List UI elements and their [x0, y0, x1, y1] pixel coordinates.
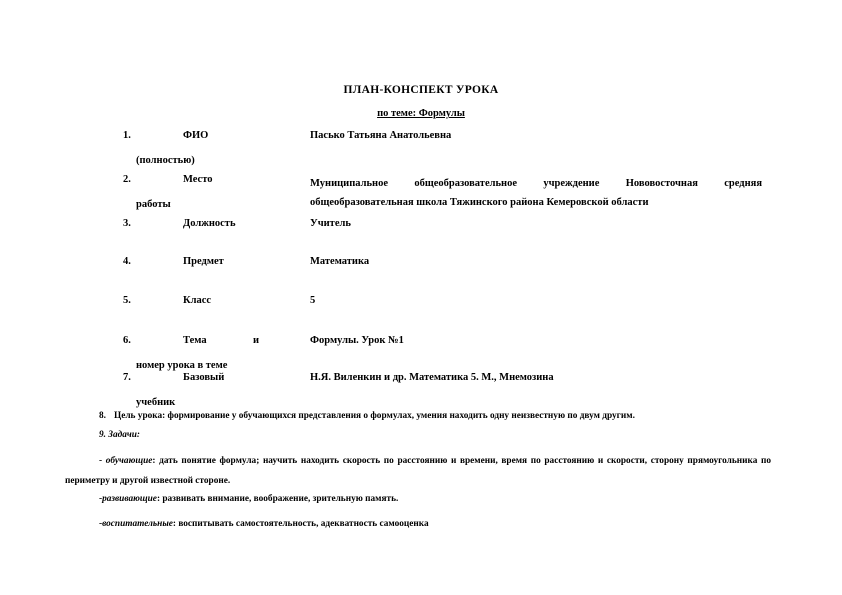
- task-text: : воспитывать самостоятельность, адекватность самооценка: [172, 519, 429, 529]
- row-label: Место: [183, 174, 213, 185]
- row-value: Формулы. Урок №1: [310, 335, 404, 346]
- row-label: ФИО: [183, 130, 209, 141]
- row-value: Муниципальное общеобразовательное учреждение Нововосточная средняя общеобразовательная школа Тяжинского района Кемеровской области: [310, 178, 762, 208]
- row-label: Должность: [183, 218, 236, 229]
- task-marker: -: [99, 494, 103, 504]
- lesson-goal-number: 8.: [99, 411, 106, 421]
- lesson-goal-text: формирование у обучающихся представления о формулах, умения находить одну неизвестную по двум другим.: [165, 411, 635, 421]
- task-marker: -: [99, 519, 103, 529]
- row-label-secondline: (полностью): [136, 155, 195, 166]
- row-number: 4.: [123, 256, 131, 267]
- task-item-upbringing: [99, 519, 429, 529]
- page-subtitle: [0, 108, 842, 119]
- row-value: Пасько Татьяна Анатольевна: [310, 130, 452, 141]
- row-label-secondline: учебник: [136, 397, 176, 408]
- row-number: 7.: [123, 372, 131, 383]
- task-item-developing: [99, 494, 398, 504]
- row-value: Н.Я. Виленкин и др. Математика 5. М., Мнемозина: [310, 372, 554, 383]
- lesson-goal-label: Цель урока:: [113, 411, 166, 421]
- row-number: 6.: [123, 335, 131, 346]
- row-number: 3.: [123, 218, 131, 229]
- row-label: Тема: [183, 335, 207, 346]
- page-subtitle-text: по теме: Формулы: [377, 108, 465, 119]
- row-label-secondline: номер урока в теме: [136, 360, 228, 371]
- row-label-secondline: работы: [136, 199, 171, 210]
- task-item-teaching: [65, 452, 771, 491]
- task-text: : развивать внимание, воображение, зрительную память.: [156, 494, 399, 504]
- row-label-conjunction: и: [253, 335, 260, 346]
- row-value: 5: [310, 295, 316, 306]
- row-value: Математика: [310, 256, 370, 267]
- page-title: ПЛАН-КОНСПЕКТ УРОКА: [343, 84, 499, 96]
- row-label: Предмет: [183, 256, 224, 267]
- row-label: Базовый: [183, 372, 225, 383]
- row-value: Учитель: [310, 218, 351, 229]
- task-marker: -: [99, 456, 106, 466]
- row-label: Класс: [183, 295, 212, 306]
- row-number: 1.: [123, 130, 131, 141]
- task-kind: развивающие: [102, 494, 157, 504]
- row-number: 2.: [123, 174, 131, 185]
- lesson-goal: [99, 411, 771, 421]
- row-number: 5.: [123, 295, 131, 306]
- task-text: : дать понятие формула; научить находить скорость по расстоянию и времени, время по расстоянию и скорости, сторону прямоугольника по периметру и другой известной стороне.: [65, 456, 772, 486]
- task-kind: воспитательные: [102, 519, 173, 529]
- task-kind: обучающие: [105, 456, 153, 466]
- tasks-heading: 9. Задачи:: [99, 430, 140, 440]
